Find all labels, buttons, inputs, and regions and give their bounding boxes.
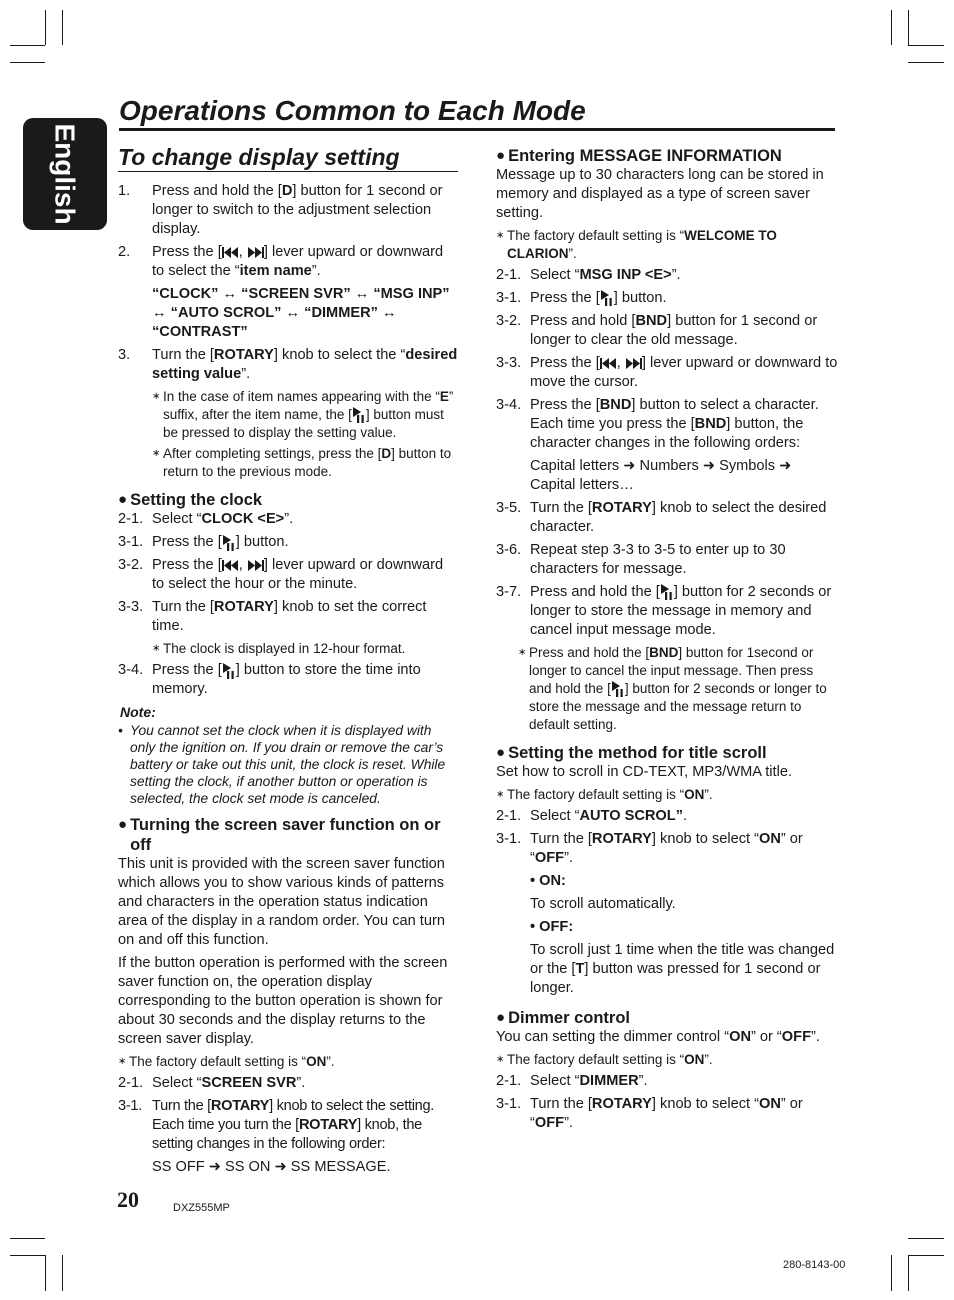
step-1: 1. Press and hold the [D] button for 1 second or longer to switch to the adjustment selection display.	[118, 183, 443, 237]
play-pause-icon	[660, 584, 674, 600]
step-3-5: 3-5. Turn the [ROTARY] knob to select the desired character.	[496, 500, 827, 535]
step-3-3: 3-3. Turn the [ROTARY] knob to set the correct time.	[118, 599, 427, 635]
step-3-1: 3-1. Turn the [ROTARY] knob to select “ON” or “OFF”.	[496, 1096, 803, 1132]
step-3-2: 3-2. Press and hold [BND] button for 1 second or longer to clear the old message.	[496, 313, 818, 348]
document-number: 280-8143-00	[783, 1259, 846, 1271]
footnote: ∗ Press and hold the [BND] button for 1second or longer to cancel the input message. Then press and hold the [ ] button for 2 seconds or longer to store the message and the message return to default setting.	[518, 645, 827, 733]
section-heading-clock: ● Setting the clock	[118, 491, 263, 510]
crop-mark	[45, 1255, 46, 1291]
option-on-label: • ON:	[530, 873, 566, 890]
step-2-1: 2-1. Select “DIMMER”.	[496, 1073, 648, 1090]
paragraph: If the button operation is performed with the screen saver function on, the operation display corresponding to the button operation is shown for about 30 seconds and the display returns to the screen saver display.	[118, 955, 448, 1048]
crop-mark	[10, 45, 45, 46]
seek-lever-icon	[222, 244, 264, 260]
paragraph: This unit is provided with the screen saver function which allows you to show various kinds of patterns and characters in the operation status indication area of the display in a random order. You can turn on and off this function.	[118, 856, 445, 949]
seek-lever-icon	[600, 355, 642, 371]
crop-mark	[908, 1255, 944, 1256]
play-pause-icon	[222, 662, 236, 678]
footnote: ∗ The factory default setting is “ON”.	[118, 1054, 335, 1070]
page-number: 20	[117, 1187, 139, 1212]
character-order: Capital letters ➜ Numbers ➜ Symbols ➜ Capital letters…	[530, 458, 792, 493]
play-pause-icon	[352, 407, 366, 422]
note-text: • You cannot set the clock when it is displayed with only the ignition on. If you drain or remove the car’s battery or take out this unit, the clock is reset. While setting the clock, if another button or operation is selected, the clock set mode is canceled.	[118, 723, 446, 807]
model-number: DXZ555MP	[173, 1202, 230, 1214]
paragraph: Message up to 30 characters long can be stored in memory and displayed as a type of screen saver setting.	[496, 167, 824, 221]
language-tab-label: English	[49, 123, 81, 225]
play-pause-icon	[222, 534, 236, 550]
step-3-1: 3-1. Turn the [ROTARY] knob to select the setting. Each time you turn the [ROTARY] knob, the setting changes in the following order:	[118, 1098, 435, 1153]
crop-mark	[62, 10, 63, 45]
paragraph: You can setting the dimmer control “ON” or “OFF”.	[496, 1029, 820, 1046]
footnote: ∗ After completing settings, press the [D] button to return to the previous mode.	[152, 446, 452, 480]
footnote: ∗ The clock is displayed in 12-hour format.	[152, 641, 406, 657]
seek-separator: ,	[238, 244, 247, 260]
crop-mark	[45, 10, 46, 45]
crop-mark	[891, 1255, 892, 1291]
step-3-1: 3-1. Turn the [ROTARY] knob to select “ON” or “OFF”.	[496, 831, 803, 867]
step-3-2: 3-2. Press the [ , ] lever upward or downward to select the hour or the minute.	[118, 557, 444, 593]
footnote: ∗ The factory default setting is “WELCOME TO CLARION”.	[496, 228, 777, 261]
step-2-1: 2-1. Select “CLOCK <E>”.	[118, 511, 294, 528]
screen-saver-order: SS OFF ➜ SS ON ➜ SS MESSAGE.	[152, 1159, 391, 1176]
step-3-4: 3-4. Press the [ ] button to store the time into memory.	[118, 662, 421, 698]
section-heading-dimmer: ● Dimmer control	[496, 1009, 630, 1028]
step-2-1: 2-1. Select “SCREEN SVR”.	[118, 1075, 306, 1092]
step-3-1: 3-1. Press the [ ] button.	[496, 290, 667, 306]
option-off-label: • OFF:	[530, 919, 574, 936]
seek-separator: ,	[616, 355, 625, 371]
crop-mark	[908, 10, 909, 45]
play-pause-icon	[600, 290, 614, 306]
section-heading-message: ● Entering MESSAGE INFORMATION	[496, 147, 782, 165]
crop-mark	[908, 1238, 944, 1239]
step-3-6: 3-6. Repeat step 3-3 to 3-5 to enter up to 30 characters for message.	[496, 542, 786, 577]
section-subtitle: To change display setting	[118, 146, 458, 172]
left-column	[118, 146, 458, 1181]
crop-mark	[908, 62, 944, 63]
crop-mark	[908, 45, 944, 46]
footnote: ∗ The factory default setting is “ON”.	[496, 1052, 713, 1068]
step-2-1: 2-1. Select “MSG INP <E>”.	[496, 267, 681, 283]
item-sequence: “CLOCK” ↔ “SCREEN SVR” ↔ “MSG INP” ↔ “AUTO SCROL” ↔ “DIMMER” ↔ “CONTRAST”	[152, 286, 450, 340]
paragraph: Set how to scroll in CD-TEXT, MP3/WMA title.	[496, 764, 792, 781]
section-heading-title-scroll: ● Setting the method for title scroll	[496, 744, 767, 763]
step-2: 2. Press the [ , ] lever upward or downward to select the “item name”.	[118, 244, 444, 279]
step-3-3: 3-3. Press the [ , ] lever upward or downward to move the cursor.	[496, 355, 838, 390]
option-off-text: To scroll just 1 time when the title was changed or the [T] button was pressed for 1 second or longer.	[530, 942, 835, 997]
step-3-4: 3-4. Press the [BND] button to select a character. Each time you press the [BND] button, the character changes in the following orders:	[496, 397, 819, 451]
crop-mark	[10, 62, 45, 63]
play-pause-icon	[611, 681, 625, 696]
crop-mark	[10, 1238, 45, 1239]
language-tab	[23, 118, 107, 230]
crop-mark	[10, 1255, 45, 1256]
option-on-text: To scroll automatically.	[530, 896, 676, 913]
step-3-1: 3-1. Press the [ ] button.	[118, 534, 289, 551]
crop-mark	[908, 1255, 909, 1291]
footnote: ∗ In the case of item names appearing with the “E” suffix, after the item name, the [ ] button must be pressed to display the setting value.	[152, 389, 454, 441]
step-3: 3. Turn the [ROTARY] knob to select the “desired setting value”.	[118, 347, 458, 382]
note-label: Note:	[120, 704, 156, 721]
title-rule	[119, 128, 835, 131]
seek-separator: ,	[238, 557, 247, 574]
crop-mark	[62, 1255, 63, 1291]
page-title: Operations Common to Each Mode	[119, 95, 586, 126]
seek-lever-icon	[222, 557, 264, 573]
footnote: ∗ The factory default setting is “ON”.	[496, 787, 713, 803]
section-heading-screen-saver: ● Turning the screen saver function on or off	[118, 816, 441, 855]
step-3-7: 3-7. Press and hold the [ ] button for 2 seconds or longer to store the message in memory and cancel input message mode.	[496, 584, 832, 638]
right-column	[496, 146, 838, 1137]
crop-mark	[891, 10, 892, 45]
step-2-1: 2-1. Select “AUTO SCROL”.	[496, 808, 688, 825]
